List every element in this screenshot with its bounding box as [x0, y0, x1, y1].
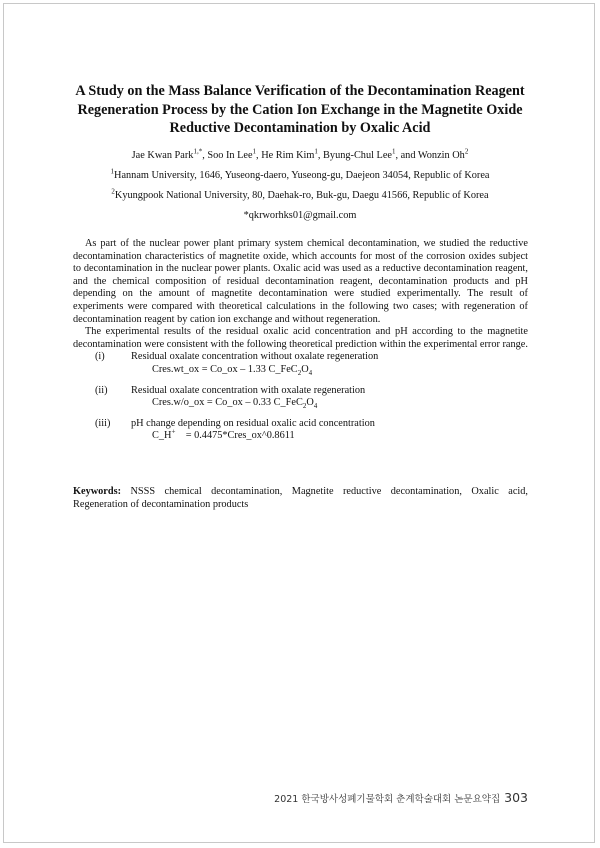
formula-text: O	[306, 397, 314, 409]
list-item-text: pH change depending on residual oxalic acid concentration	[131, 417, 375, 429]
author-list	[40, 149, 560, 163]
formula	[73, 364, 528, 377]
affiliation-mark: 1	[110, 167, 115, 176]
footer-text: 2021 한국방사성폐기물학회 춘계학술대회 논문요약집	[274, 794, 501, 805]
corresponding-email[interactable]: *qkrworhks01@gmail.com	[243, 210, 357, 221]
formula-text: = 0.4475*Cres_ox^0.8611	[185, 430, 295, 442]
author-name: Byung-Chul Lee	[323, 150, 392, 161]
list-item-number: (ii)	[95, 384, 108, 396]
affiliation-1	[40, 169, 560, 183]
formula	[73, 397, 528, 410]
affiliation-text: Kyungpook National University, 80, Daehak-ro, Buk-gu, Daegu 41566, Republic of Korea	[114, 190, 489, 201]
list-item-number: (i)	[95, 351, 105, 363]
author-separator: ,	[256, 150, 262, 161]
author-separator: , and	[395, 150, 418, 161]
affiliation-text: Hannam University, 1646, Yuseong-daero, Yuseong-gu, Daejeon 34054, Republic of Korea	[114, 170, 490, 181]
author-affiliation-mark: 1,*	[193, 147, 203, 156]
author-affiliation-mark: 1	[314, 147, 318, 156]
title-line-1: A Study on the Mass Balance Verification of the Decontamination Reagent	[75, 83, 525, 99]
list-item-text: Residual oxalate concentration with oxalate regeneration	[131, 384, 366, 396]
list-item	[73, 385, 528, 398]
abstract	[73, 238, 528, 443]
formula-text: Cres.w/o_ox = Co_ox – 0.33 C_FeC	[152, 397, 303, 409]
keywords-label: Keywords:	[73, 486, 122, 497]
author-affiliation-mark: 1	[252, 147, 257, 156]
affiliation-mark: 2	[111, 187, 115, 196]
list-item	[73, 418, 528, 431]
formula-text: O	[301, 363, 309, 375]
abstract-paragraph-2: The experimental results of the residual oxalic acid concentration and pH according to the magnetite decontamination were consistent with the following theoretical prediction within the experimental error range.	[73, 326, 528, 350]
page-footer	[274, 790, 528, 805]
formula-subscript: 2	[297, 368, 302, 377]
formula-superscript: +	[171, 427, 176, 436]
formula-subscript: 2	[302, 402, 307, 411]
paper-title	[60, 82, 540, 138]
title-line-3: Reductive Decontamination by Oxalic Acid	[169, 120, 431, 136]
formula-text: Cres.wt_ox = Co_ox – 1.33 C_FeC	[152, 363, 298, 375]
author-name: Jae Kwan Park	[131, 150, 194, 161]
list-item-number: (iii)	[95, 417, 111, 429]
author-name: Wonzin Oh	[417, 150, 465, 161]
author-separator: ,	[317, 150, 324, 161]
page-number: 303	[504, 790, 528, 805]
formula-subscript: 4	[308, 368, 313, 377]
formula	[73, 427, 528, 443]
author-affiliation-mark: 2	[464, 147, 469, 156]
title-line-2: Regeneration Process by the Cation Ion Exchange in the Magnetite Oxide	[77, 101, 523, 118]
list-item-text: Residual oxalate concentration without oxalate regeneration	[131, 351, 379, 363]
abstract-paragraph-1: As part of the nuclear power plant primary system chemical decontamination, we studied the reductive decontamination characteristics of magnetite oxide, which accounts for most of the corrosion oxides subject to decontamination in the nuclear power plants. Oxalic acid was used as a reductive decontamination reagent, and the chemical composition of residual decontamination reagent, decontamination products and pH depending on the amount of magnetite decontamination were studied experimentally. The result of experiments were compared with theoretical calculations in the following two cases; with regeneration of decontamination reagent by cation ion exchange and without regeneration.	[73, 238, 528, 325]
formula-text: C_H	[152, 430, 172, 442]
affiliation-2	[40, 189, 560, 203]
keywords	[73, 486, 528, 511]
list-item	[73, 351, 528, 364]
formula-subscript: 4	[313, 402, 318, 411]
keywords-text: NSSS chemical decontamination, Magnetite reductive decontamination, Oxalic acid, Regeneration of decontamination products	[73, 486, 528, 510]
author-name: He Rim Kim	[261, 150, 315, 161]
author-affiliation-mark: 1	[391, 147, 396, 156]
author-name: Soo In Lee	[207, 150, 253, 161]
author-separator: ,	[202, 150, 208, 161]
